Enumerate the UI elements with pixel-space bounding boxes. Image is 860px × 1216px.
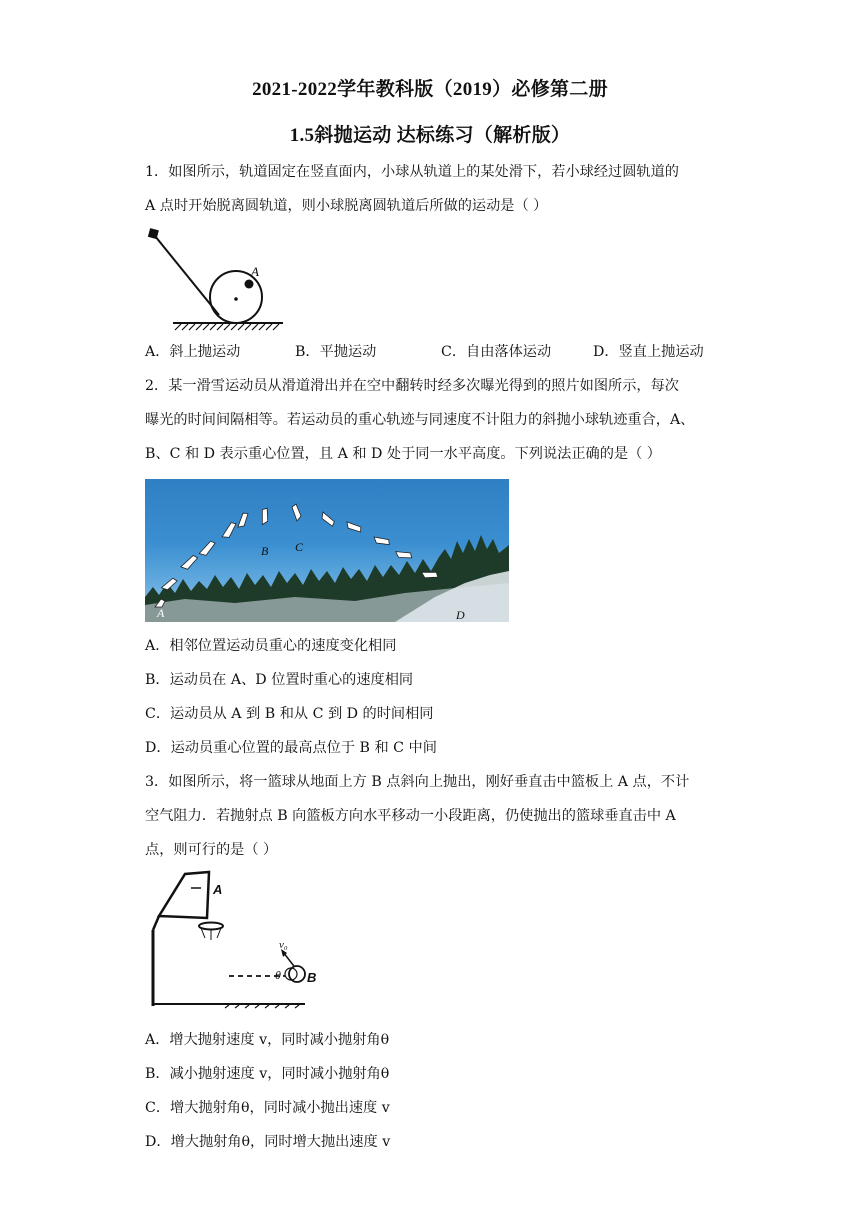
q3-basketball-figure — [145, 868, 325, 1010]
q2-skier-10 — [344, 518, 363, 536]
q3-v0-label: v₀ — [279, 939, 288, 951]
q1-stem-line-1: 1．如图所示，轨道固定在竖直面内，小球从轨道上的某处滑下，若小球经过圆轨道的 — [145, 164, 679, 180]
q3-point-a-label: A — [213, 882, 223, 897]
q3-theta-label: θ — [275, 968, 281, 982]
q3-option-b[interactable]: B．减小抛射速度 v，同时减小抛射角θ — [145, 1066, 390, 1082]
q3-option-a[interactable]: A．增大抛射速度 v，同时减小抛射角θ — [145, 1032, 390, 1048]
q3-ground-hatch — [225, 1005, 299, 1008]
q2-skier-12 — [394, 547, 413, 562]
q2-label-c: C — [295, 540, 304, 554]
q1-option-d[interactable]: D．竖直上抛运动 — [593, 344, 704, 360]
q1-point-a-label: A — [251, 264, 259, 279]
q1-ground-hatch — [175, 324, 279, 330]
q3-support-arm — [153, 916, 179, 930]
q2-skier-6 — [234, 511, 252, 530]
q1-center-dot — [234, 297, 238, 301]
q1-stem-line-2: A 点时开始脱离圆轨道，则小球脱离圆轨道后所做的运动是（ ） — [145, 198, 548, 214]
q1-option-b[interactable]: B．平抛运动 — [295, 344, 377, 360]
q2-stem-line-1: 2．某一滑雪运动员从滑道滑出并在空中翻转时经多次曝光得到的照片如图所示，每次 — [145, 378, 679, 394]
q2-skier-9 — [320, 510, 336, 529]
q2-skier-11 — [372, 533, 391, 549]
q3-backboard — [159, 872, 209, 918]
q1-ramp-line — [155, 236, 219, 315]
q3-stem-line-2: 空气阻力．若抛射点 B 向篮板方向水平移动一小段距离，仍使抛出的篮球垂直击中 A — [145, 808, 676, 824]
q1-options — [145, 341, 725, 361]
q2-skier-7 — [258, 507, 272, 526]
q1-option-c[interactable]: C．自由落体运动 — [441, 344, 552, 360]
q2-option-a[interactable]: A．相邻位置运动员重心的速度变化相同 — [145, 638, 397, 654]
document-subtitle: 1.5斜抛运动 达标练习（解析版） — [289, 125, 571, 146]
q1-option-a[interactable]: A．斜上抛运动 — [145, 344, 241, 360]
q2-option-c[interactable]: C．运动员从 A 到 B 和从 C 到 D 的时间相同 — [145, 706, 434, 722]
q2-option-d[interactable]: D．运动员重心位置的最高点位于 B 和 C 中间 — [145, 740, 437, 756]
q3-point-b-label: B — [307, 970, 317, 985]
q2-skier-4 — [197, 540, 218, 558]
q3-stem-line-3: 点，则可行的是（ ） — [145, 842, 278, 858]
q2-option-b[interactable]: B．运动员在 A、D 位置时重心的速度相同 — [145, 672, 414, 688]
q1-ball — [245, 280, 254, 289]
document-title: 2021-2022学年教科版（2019）必修第二册 — [252, 79, 608, 100]
q2-stem-line-3: B、C 和 D 表示重心位置，且 A 和 D 处于同一水平高度。下列说法正确的是（ ） — [145, 446, 661, 462]
q2-photo-scene — [145, 479, 509, 622]
q2-label-a: A — [157, 606, 165, 620]
q2-skier-8 — [292, 504, 301, 521]
q3-option-c[interactable]: C．增大抛射角θ，同时减小抛出速度 v — [145, 1100, 390, 1116]
q2-skier-5 — [219, 521, 240, 541]
q2-label-b: B — [261, 544, 269, 558]
q1-track-figure — [145, 226, 290, 332]
q2-ski-photo — [145, 479, 509, 622]
q2-stem-line-2: 曝光的时间间隔相等。若运动员的重心轨迹与同速度不计阻力的斜抛小球轨迹重合，A、 — [145, 412, 695, 428]
q3-stem-line-1: 3．如图所示，将一篮球从地面上方 B 点斜向上抛出，刚好垂直击中篮板上 A 点，不计 — [145, 774, 690, 790]
q2-label-d: D — [456, 608, 465, 622]
q3-option-d[interactable]: D．增大抛射角θ，同时增大抛出速度 v — [145, 1134, 391, 1150]
q2-skier-3 — [179, 554, 200, 571]
q3-hoop-rim — [199, 923, 223, 930]
